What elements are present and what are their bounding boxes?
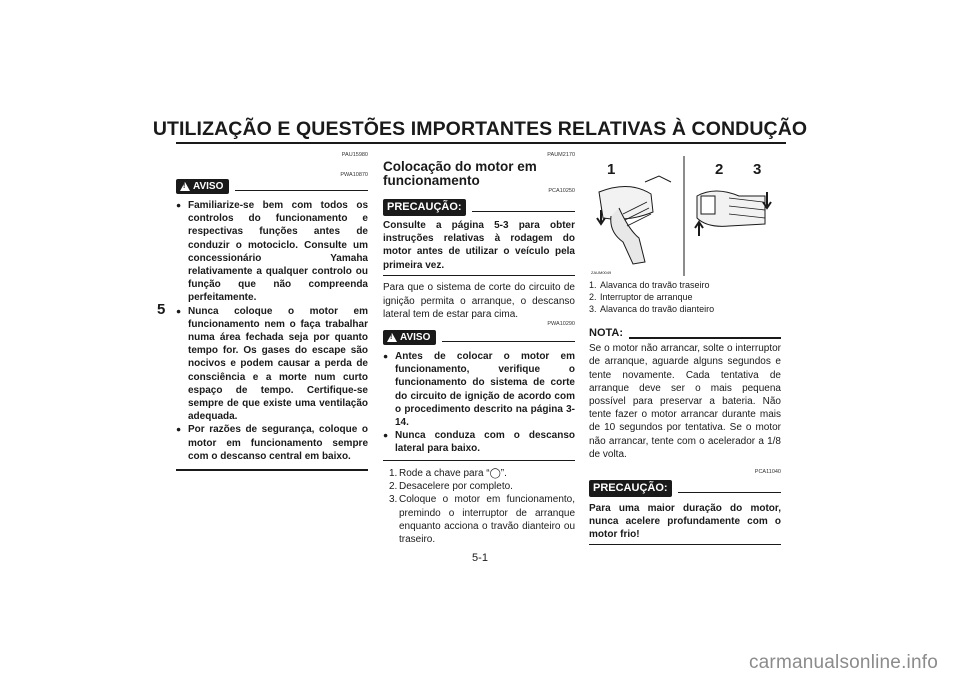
caption-number: 2. xyxy=(589,292,597,302)
column-2 xyxy=(383,152,575,546)
warning-list xyxy=(176,199,368,463)
figure-code: ZAUM0049 xyxy=(591,270,612,275)
header-line xyxy=(629,337,781,339)
warning-end-rule xyxy=(176,469,368,471)
warning-item: ● Nunca conduza com o descanso lateral para baixo. xyxy=(383,429,575,455)
step-number: 1. xyxy=(389,468,398,480)
caption-text: Alavanca do travão dianteiro xyxy=(600,304,715,314)
step-text: Rode a chave para “◯”. xyxy=(399,468,507,480)
step-item xyxy=(383,493,575,546)
warning-header xyxy=(176,179,368,194)
warning-label: AVISO xyxy=(193,181,224,192)
note-text: Se o motor não arrancar, solte o interruptor de arranque, aguarde alguns segundos e tente novamente. Cada tentativa de arranque deve ser o mais pequena possível para preservar a bateria. Não tente fazer o motor arrancar durante mais de 10 segundos por tentativa. Se o motor não arrancar, tente com o acelerador a 1/8 de volta. xyxy=(589,343,781,460)
warning-item: ● Familiarize-se bem com todos os controlos do funcionamento e respectivas funções antes de conduzir o motociclo. Consulte um concessionário Yamaha relativamente a qualquer controlo ou função que não compreenda perfeitamente. xyxy=(176,199,368,305)
page-title: UTILIZAÇÃO E QUESTÕES IMPORTANTES RELATIVAS À CONDUÇÃO xyxy=(152,118,808,140)
caution-badge: PRECAUÇÃO: xyxy=(383,199,466,216)
step-item xyxy=(383,467,575,480)
handlebar-drawing xyxy=(589,152,781,278)
caption-number: 1. xyxy=(589,280,597,290)
warning-code: PWA10290 xyxy=(547,320,575,327)
section-code: PAUM2170 xyxy=(547,152,575,158)
warning-item: ● Antes de colocar o motor em funcionamento, verifique o funcionamento do sistema de corte do circuito de ignição de acordo com o procedimento descrito na página 3-14. xyxy=(383,350,575,429)
header-line xyxy=(235,190,368,192)
figure-caption-list xyxy=(589,279,781,315)
caution-text: Para uma maior duração do motor, nunca acelere profundamente com o motor frio! xyxy=(589,503,781,541)
warning-end-rule xyxy=(383,460,575,462)
warning-list xyxy=(383,350,575,456)
caution-text: Consulte a página 5-3 para obter instruções relativas à rodagem do motor antes de utilizar o veículo pela primeira vez. xyxy=(383,220,575,271)
warning-icon: ! xyxy=(387,333,397,342)
header-line xyxy=(678,492,781,494)
step-number: 3. xyxy=(389,494,398,506)
caution-code: PCA11040 xyxy=(754,469,781,476)
section-code: PAU15980 xyxy=(341,152,368,158)
handlebar-illustration xyxy=(589,152,781,278)
warning-code: PWA10870 xyxy=(340,172,368,178)
figure-label: 2 xyxy=(715,161,724,178)
caution-header xyxy=(589,480,781,497)
figure-label: 3 xyxy=(753,161,762,178)
caution-end-rule xyxy=(383,275,575,277)
steps-list xyxy=(383,467,575,546)
warning-label: AVISO xyxy=(400,331,431,343)
column-3 xyxy=(589,152,781,545)
warning-header xyxy=(383,330,575,345)
page-number: 5-1 xyxy=(472,552,488,564)
warning-item: ● Nunca coloque o motor em funcionamento nem o faça trabalhar numa área fechada seja por quanto tempo for. Os gases do escape são nocivos e podem causar a perda de consciência e a morte num curto espaço de tempo. Certifique-se sempre de que existe uma ventilação adequada. xyxy=(176,305,368,424)
chapter-tab: 5 xyxy=(157,301,166,318)
watermark: carmanualsonline.info xyxy=(748,652,938,673)
caption-item xyxy=(589,279,781,291)
caution-badge: PRECAUÇÃO: xyxy=(589,480,672,497)
section-title: Colocação do motor em funcionamento xyxy=(383,159,537,188)
note-header xyxy=(589,327,781,340)
note-label: NOTA: xyxy=(589,327,624,339)
column-1 xyxy=(176,152,368,471)
title-rule xyxy=(176,142,786,144)
caption-text: Alavanca do travão traseiro xyxy=(600,280,710,290)
body-paragraph: Para que o sistema de corte do circuito de ignição permita o arranque, o descanso lateral tem de estar para cima. xyxy=(383,282,575,320)
caption-number: 3. xyxy=(589,304,597,314)
caution-header xyxy=(383,199,575,216)
step-number: 2. xyxy=(389,481,398,493)
warning-item: ● Por razões de segurança, coloque o motor em funcionamento sempre com o descanso central em baixo. xyxy=(176,423,368,463)
caption-item xyxy=(589,291,781,303)
header-line xyxy=(442,341,575,343)
caution-end-rule xyxy=(589,544,781,546)
header-line xyxy=(472,211,575,213)
step-item xyxy=(383,480,575,493)
warning-icon: ! xyxy=(180,182,190,191)
caption-text: Interruptor de arranque xyxy=(600,292,693,302)
caution-code: PCA10250 xyxy=(548,188,575,194)
figure-label: 1 xyxy=(607,161,616,178)
caption-item xyxy=(589,303,781,315)
warning-badge xyxy=(383,330,436,345)
step-text: Coloque o motor em funcionamento, premindo o interruptor de arranque enquanto acciona o travão dianteiro ou traseiro. xyxy=(399,494,575,546)
step-text: Desacelere por completo. xyxy=(399,481,513,493)
warning-badge xyxy=(176,179,229,194)
